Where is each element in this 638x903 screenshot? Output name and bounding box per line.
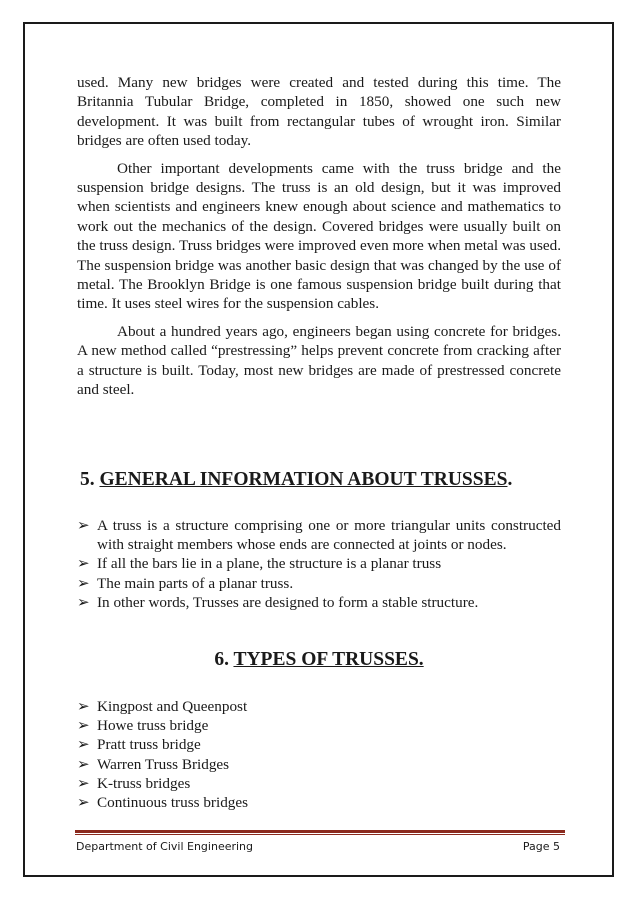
paragraph: used. Many new bridges were created and tested during this time. The Britannia Tubular Bridge, completed in 1850, showed one such new development. It was built from rectangular tubes of wrought iron. Similar bridges are often used today. bbox=[77, 74, 561, 150]
list-item: ➢ The main parts of a planar truss. bbox=[77, 574, 294, 592]
body-text bbox=[77, 73, 561, 408]
footer-rule bbox=[75, 830, 565, 833]
list-item: ➢ Warren Truss Bridges bbox=[77, 755, 230, 773]
section-title: TYPES OF TRUSSES. bbox=[233, 649, 424, 670]
footer-department: Department of Civil Engineering bbox=[76, 840, 254, 853]
paragraph: Other important developments came with the truss bridge and the suspension bridge designs. The truss is an old design, but it was improved when scientists and engineers knew enough about science and mathematics to work out the mechanics of the design. Covered bridges were usually built on the truss design. Truss bridges were improved even more when metal was used. The suspension bridge was another basic design that was changed by the use of metal. The Brooklyn Bridge is one famous suspension bridge built during that time. It uses steel wires for the suspension cables. bbox=[77, 159, 561, 313]
section-number: 5. bbox=[80, 469, 95, 490]
list-item: ➢ If all the bars lie in a plane, the structure is a planar truss bbox=[77, 555, 442, 573]
truss-info-list bbox=[77, 516, 561, 612]
arrow-bullet-icon: ➢ bbox=[77, 717, 90, 735]
section-number: 6. bbox=[214, 649, 229, 670]
list-item: ➢ In other words, Trusses are designed to form a stable structure. bbox=[77, 593, 479, 611]
list-item: ➢ Pratt truss bridge bbox=[77, 736, 201, 754]
arrow-bullet-icon: ➢ bbox=[77, 698, 90, 715]
section-title-suffix: . bbox=[507, 469, 513, 490]
list-item: ➢ Continuous truss bridges bbox=[77, 794, 249, 812]
page-number: Page 5 bbox=[522, 840, 560, 853]
section-6-heading bbox=[0, 648, 638, 672]
section-title: GENERAL INFORMATION ABOUT TRUSSES bbox=[99, 469, 508, 490]
arrow-bullet-icon: ➢ bbox=[77, 755, 90, 773]
arrow-bullet-icon: ➢ bbox=[77, 517, 90, 534]
list-item: ➢ K-truss bridges bbox=[77, 774, 191, 792]
list-item: ➢ A truss is a structure comprising one or more triangular units constructed with straight members whose ends are connected at joints or nodes. bbox=[77, 517, 561, 554]
section-5-heading bbox=[80, 468, 512, 492]
arrow-bullet-icon: ➢ bbox=[77, 555, 90, 573]
arrow-bullet-icon: ➢ bbox=[77, 736, 90, 754]
truss-types-list bbox=[77, 697, 561, 812]
list-item: ➢ Howe truss bridge bbox=[77, 717, 209, 735]
paragraph: About a hundred years ago, engineers began using concrete for bridges. A new method called “prestressing” helps prevent concrete from cracking after a structure is built. Today, most new bridges are made of prestressed concrete and steel. bbox=[77, 322, 561, 399]
arrow-bullet-icon: ➢ bbox=[77, 593, 90, 611]
arrow-bullet-icon: ➢ bbox=[77, 774, 90, 792]
arrow-bullet-icon: ➢ bbox=[77, 794, 90, 812]
arrow-bullet-icon: ➢ bbox=[77, 574, 90, 592]
list-item: ➢ Kingpost and Queenpost bbox=[77, 698, 248, 715]
footer-rule-thin bbox=[75, 834, 565, 835]
